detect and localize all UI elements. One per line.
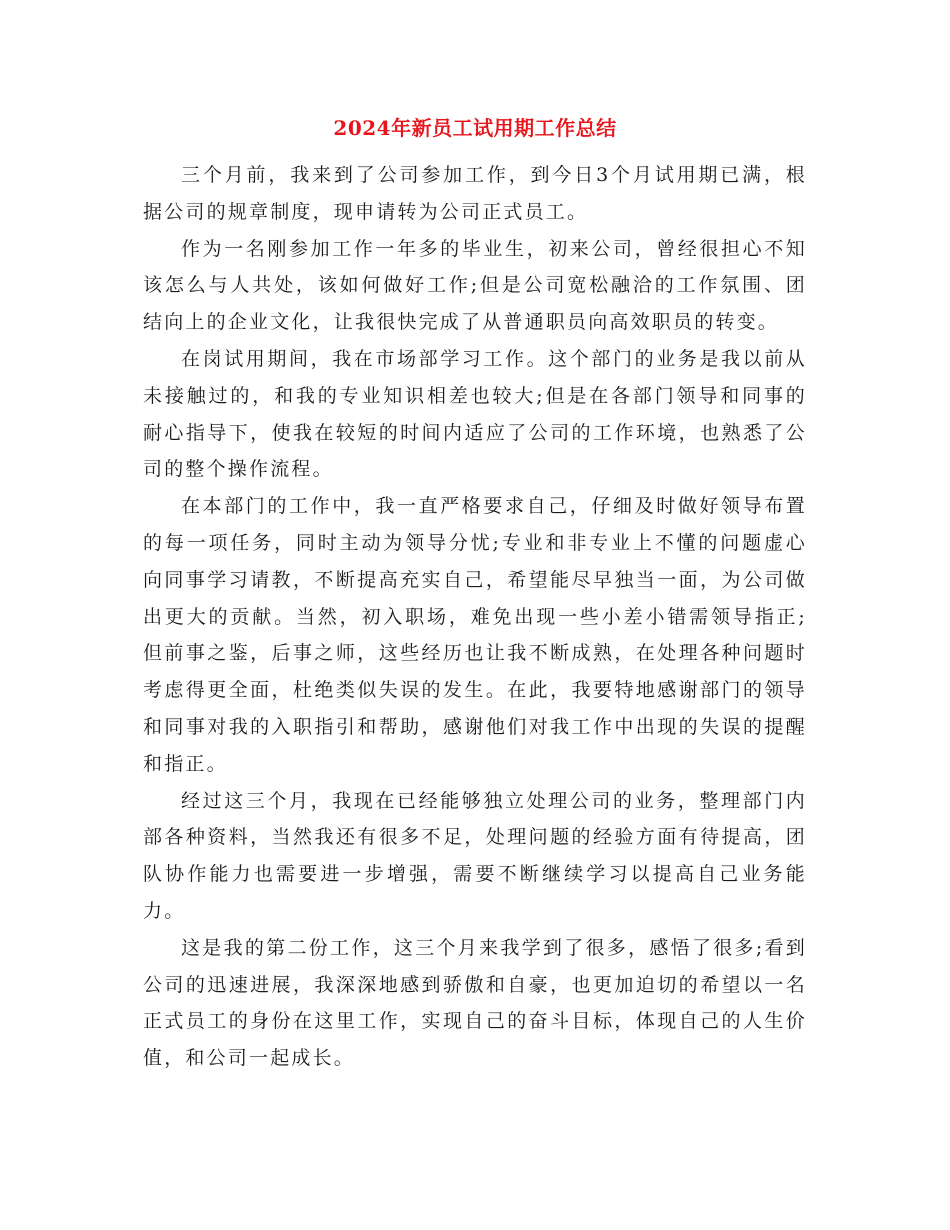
paragraph-6: 这是我的第二份工作，这三个月来我学到了很多，感悟了很多;看到公司的迅速进展，我深深地感到骄傲和自豪，也更加迫切的希望以一名正式员工的身份在这里工作，实现自己的奋斗目标，体现自己的人生价值，和公司一起成长。: [143, 936, 807, 1070]
document-title: 2024年新员工试用期工作总结: [333, 116, 617, 140]
paragraph-2: 作为一名刚参加工作一年多的毕业生，初来公司，曾经很担心不知该怎么与人共处，该如何做好工作;但是公司宽松融洽的工作氛围、团结向上的企业文化，让我很快完成了从普通职员向高效职员的转变。: [143, 237, 807, 334]
paragraph-3: 在岗试用期间，我在市场部学习工作。这个部门的业务是我以前从未接触过的，和我的专业知识相差也较大;但是在各部门领导和同事的耐心指导下，使我在较短的时间内适应了公司的工作环境，也熟悉了公司的整个操作流程。: [143, 347, 807, 481]
paragraph-1: 三个月前，我来到了公司参加工作，到今日3个月试用期已满，根据公司的规章制度，现申请转为公司正式员工。: [143, 164, 807, 223]
paragraph-4: 在本部门的工作中，我一直严格要求自己，仔细及时做好领导布置的每一项任务，同时主动为领导分忧;专业和非专业上不懂的问题虚心向同事学习请教，不断提高充实自己，希望能尽早独当一面，为公司做出更大的贡献。当然，初入职场，难免出现一些小差小错需领导指正;但前事之鉴，后事之师，这些经历也让我不断成熟，在处理各种问题时考虑得更全面，杜绝类似失误的发生。在此，我要特地感谢部门的领导和同事对我的入职指引和帮助，感谢他们对我工作中出现的失误的提醒和指正。: [143, 495, 807, 775]
document-body: [143, 157, 807, 1077]
paragraph-5: 经过这三个月，我现在已经能够独立处理公司的业务，整理部门内部各种资料，当然我还有很多不足，处理问题的经验方面有待提高，团队协作能力也需要进一步增强，需要不断继续学习以提高自己业务能力。: [143, 789, 807, 922]
